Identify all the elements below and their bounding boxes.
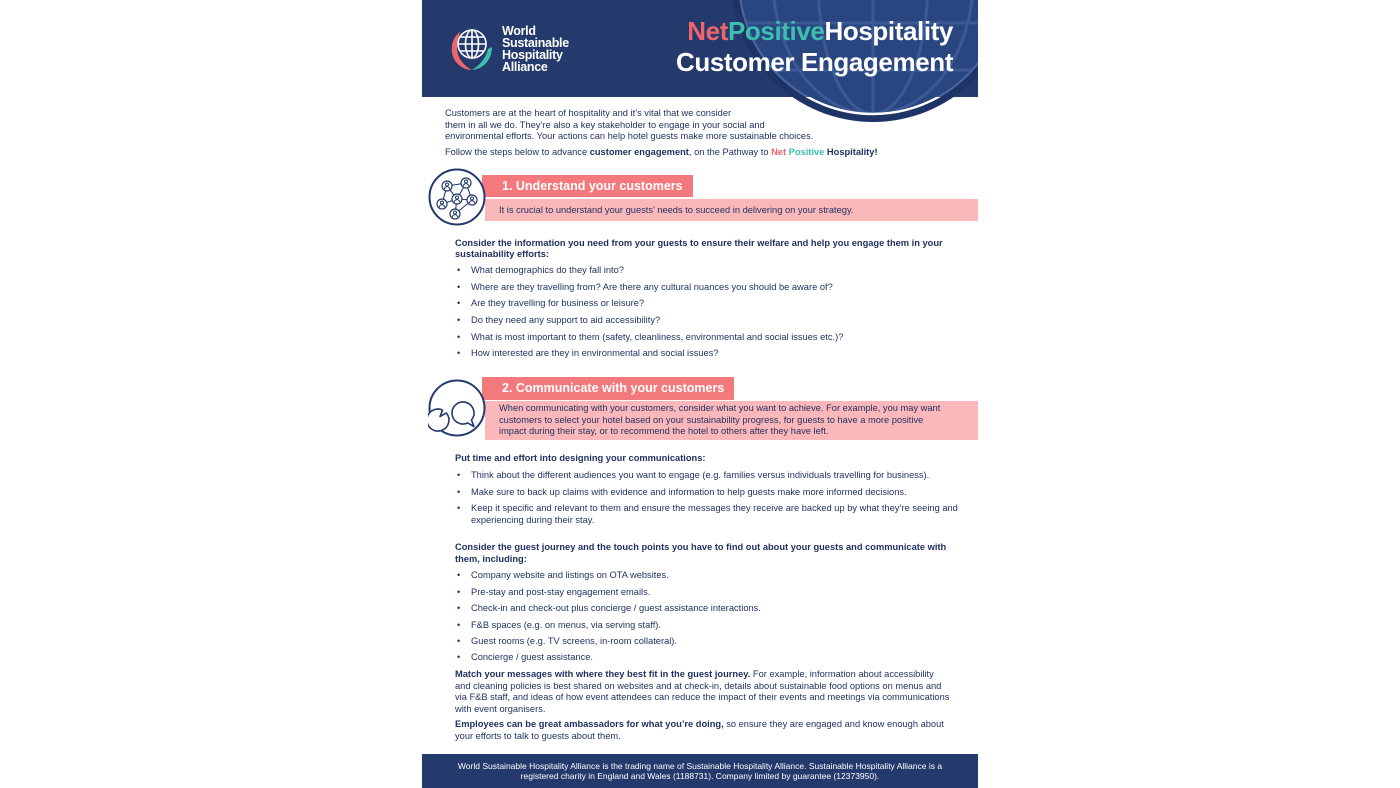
follow-emphasis: customer engagement bbox=[589, 147, 689, 158]
section-1-heading: 1. Understand your customers bbox=[482, 175, 693, 197]
section-1-summary: It is crucial to understand your guests’ needs to succeed in delivering on your strategy. bbox=[485, 199, 978, 221]
intro-line: environmental efforts. Your actions can help hotel guests make more sustainable choices. bbox=[445, 131, 814, 142]
employees-paragraph bbox=[455, 719, 950, 742]
section-2-summary-bar bbox=[485, 401, 978, 440]
bullet-item: • Do they need any support to aid accessibility? bbox=[455, 315, 960, 326]
title-hospitality: Hospitality bbox=[824, 16, 953, 46]
page-subtitle: Customer Engagement bbox=[675, 47, 953, 77]
section-2-summary: When communicating with your customers, consider what you want to achieve. For example, you may want customers to select your hotel based on your sustainability progress, for guests to have a more positive impact during their stay, or to recommend the hotel to others after they have left. bbox=[499, 403, 941, 437]
employees-lead: Employees can be great ambassadors for what you’re doing, bbox=[455, 719, 724, 730]
footer-band bbox=[422, 754, 978, 788]
employees-text: so ensure they are engaged and know enough about your efforts to talk to guests about them. bbox=[455, 719, 944, 741]
bullet-item: • Check-in and check-out plus concierge / guest assistance interactions. bbox=[455, 603, 960, 614]
section-1-bullet-list bbox=[455, 265, 960, 365]
bullet-item: • Are they travelling for business or leisure? bbox=[455, 298, 960, 309]
bullet-item: • Where are they travelling from? Are there any cultural nuances you should be aware of? bbox=[455, 282, 960, 293]
bullet-item: • Think about the different audiences you want to engage (e.g. families versus individuals travelling for business). bbox=[455, 470, 960, 481]
bullet-item: • F&B spaces (e.g. on menus, via serving staff). bbox=[455, 620, 960, 631]
page-title bbox=[676, 16, 953, 78]
design-bullet-list bbox=[455, 470, 960, 531]
logo-line-world: World bbox=[502, 24, 536, 38]
design-lead: Put time and effort into designing your communications: bbox=[455, 453, 706, 464]
bullet-item: • Guest rooms (e.g. TV screens, in-room collateral). bbox=[455, 636, 960, 647]
intro-line: Customers are at the heart of hospitality and it’s vital that we consider bbox=[445, 108, 732, 119]
people-network-icon bbox=[428, 168, 486, 226]
follow-positive: Positive bbox=[788, 147, 825, 158]
logo-line-alliance: Alliance bbox=[502, 60, 548, 74]
bullet-item: • What demographics do they fall into? bbox=[455, 265, 960, 276]
follow-text-middle: , on the Pathway to bbox=[688, 147, 772, 158]
document-page bbox=[422, 0, 978, 788]
match-messages-paragraph bbox=[455, 669, 950, 715]
follow-net: Net bbox=[771, 147, 787, 158]
match-messages-lead: Match your messages with where they best fit in the guest journey. bbox=[455, 669, 751, 680]
bullet-item: • Company website and listings on OTA websites. bbox=[455, 570, 960, 581]
bullet-item: • Concierge / guest assistance. bbox=[455, 652, 960, 663]
speech-bubbles-icon bbox=[428, 379, 486, 437]
alliance-logo-text bbox=[502, 25, 569, 73]
logo-line-sustainable: Sustainable bbox=[502, 36, 569, 50]
logo-line-hospitality: Hospitality bbox=[502, 48, 563, 62]
section-2-heading: 2. Communicate with your customers bbox=[482, 377, 734, 400]
bullet-item: • Make sure to back up claims with evidence and information to help guests make more informed decisions. bbox=[455, 487, 960, 498]
follow-steps-line bbox=[445, 147, 878, 158]
bullet-item: • What is most important to them (safety, cleanliness, environmental and social issues etc.)? bbox=[455, 332, 960, 343]
match-messages-text: For example, information about accessibility and cleaning policies is best shared on websites and at check-in, details about sustainable food options on menus and via F&B staff, and ideas of how event attendees can reduce the impact of their events and meetings via communications with event organisers. bbox=[455, 669, 950, 714]
title-positive: Positive bbox=[727, 16, 825, 46]
follow-hospitality: Hospitality! bbox=[826, 147, 878, 158]
bullet-item: • How interested are they in environmental and social issues? bbox=[455, 348, 960, 359]
bullet-item: • Keep it specific and relevant to them and ensure the messages they receive are backed up by what they’re seeing and experiencing during their stay. bbox=[455, 503, 960, 526]
title-line-1 bbox=[676, 16, 953, 47]
globe-hands-logo-icon bbox=[446, 23, 496, 73]
intro-line: them in all we do. They’re also a key stakeholder to engage in your social and bbox=[445, 119, 765, 130]
journey-bullet-list bbox=[455, 570, 960, 668]
journey-lead: Consider the guest journey and the touch points you have to find out about your guests and communicate with them, including: bbox=[455, 542, 947, 564]
section-1-lead: Consider the information you need from your guests to ensure their welfare and help you engage them in your sustainability efforts: bbox=[455, 237, 943, 259]
intro-paragraph bbox=[445, 108, 813, 142]
bullet-item: • Pre-stay and post-stay engagement emails. bbox=[455, 587, 960, 598]
title-net: Net bbox=[687, 16, 728, 46]
footer-legal-text: World Sustainable Hospitality Alliance is the trading name of Sustainable Hospitality Alliance. Sustainable Hospitality Alliance is a registered charity in England and Wales (1188731). Company limited by guarantee (12373950). bbox=[457, 760, 943, 781]
follow-text: Follow the steps below to advance bbox=[445, 147, 590, 158]
